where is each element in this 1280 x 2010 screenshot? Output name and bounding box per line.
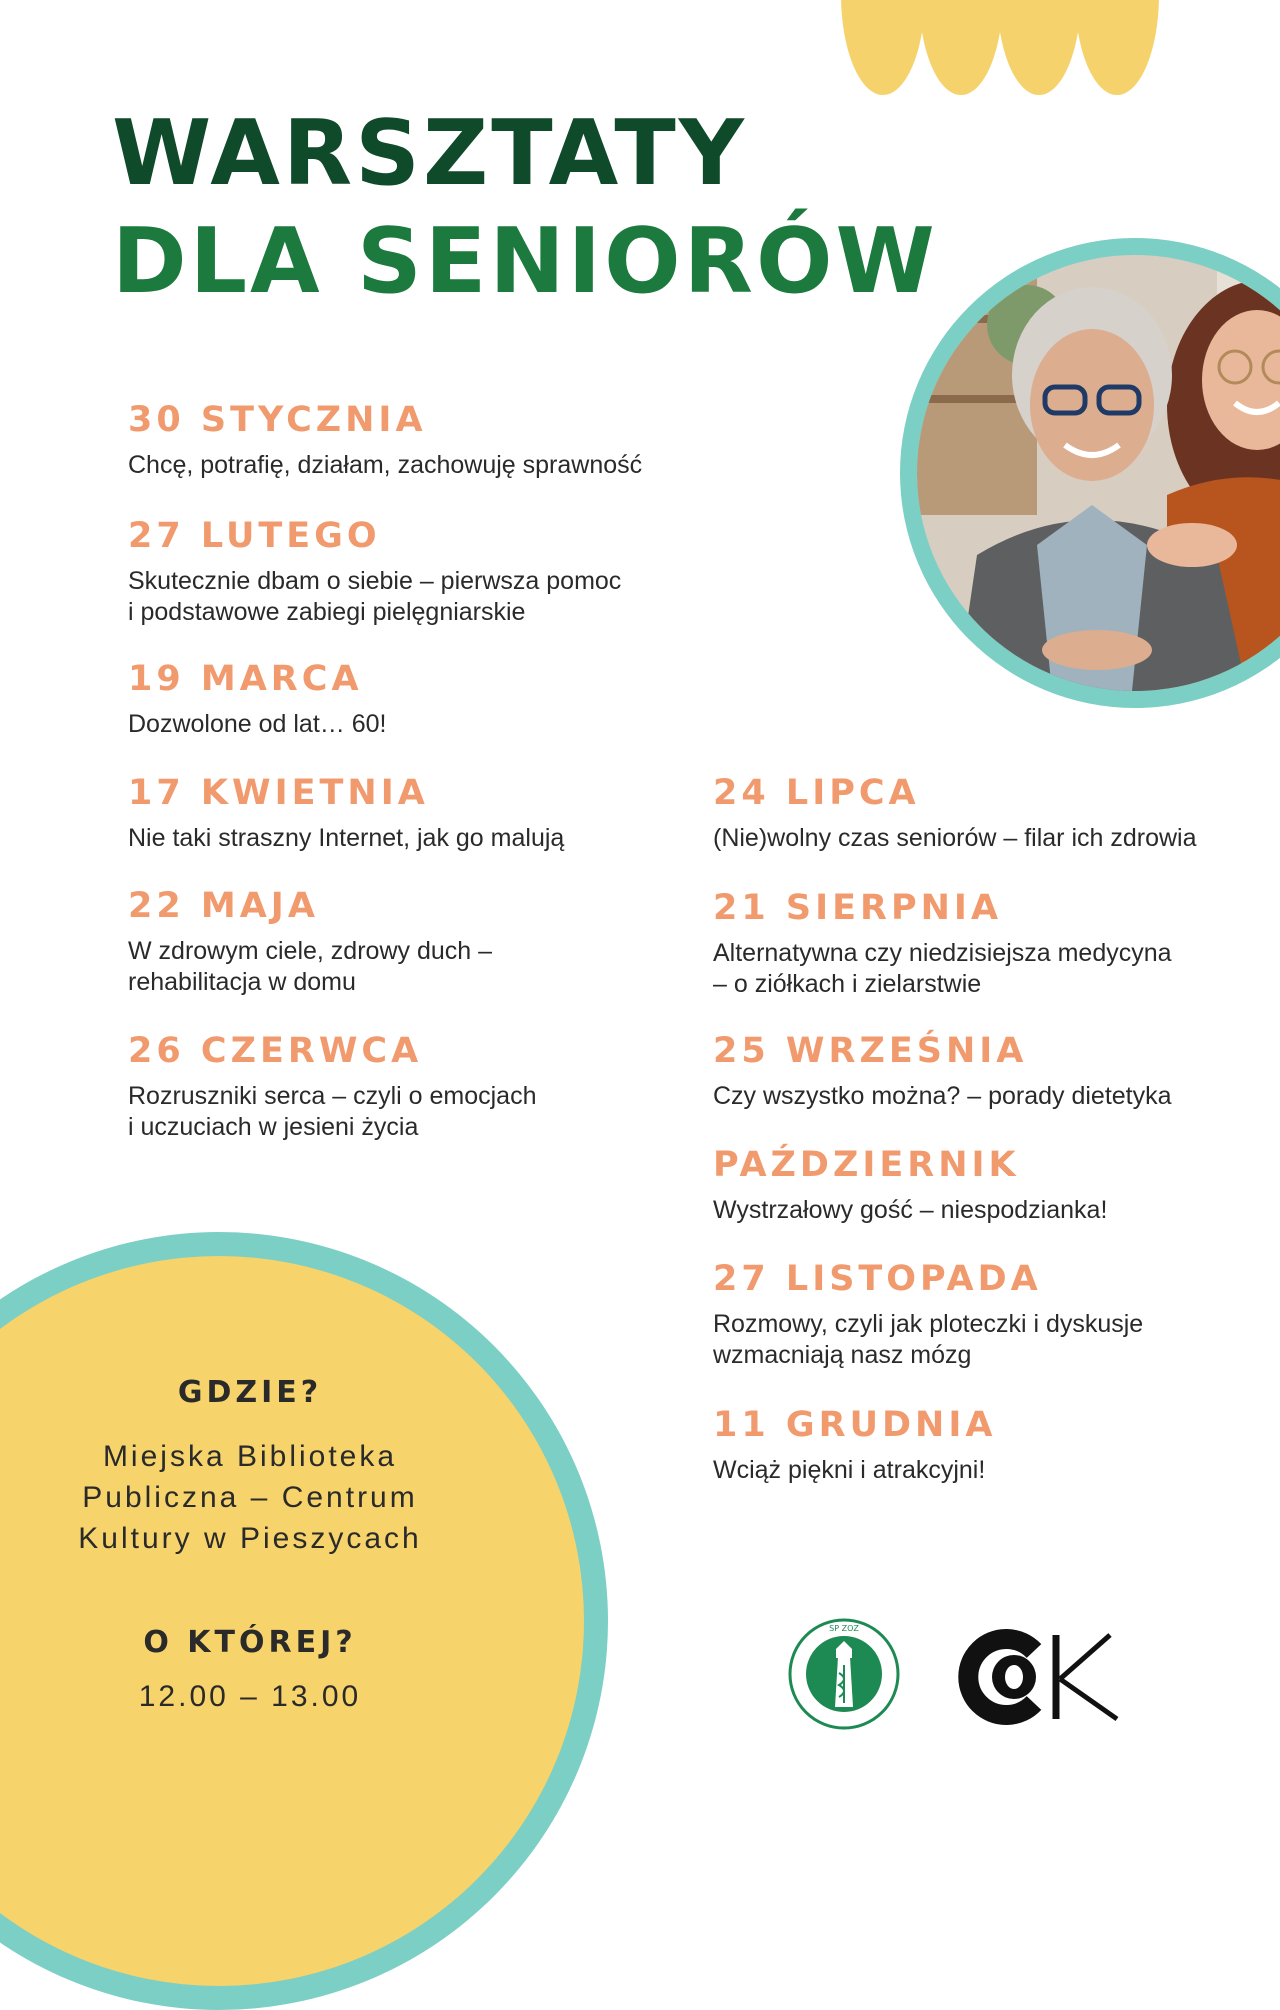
event-date: 19 MARCA xyxy=(128,659,363,699)
event-description: Wystrzałowy gość – niespodzianka! xyxy=(713,1196,1108,1224)
event-item xyxy=(713,771,1273,854)
event-date: 27 LISTOPADA xyxy=(713,1259,1042,1299)
when-block xyxy=(40,1625,460,1660)
event-description: Skutecznie dbam o siebie – pierwsza pomoc i podstawowe zabiegi pielęgniarskie xyxy=(128,567,622,626)
event-date: 11 GRUDNIA xyxy=(713,1405,997,1445)
event-date: 27 LUTEGO xyxy=(128,516,381,556)
event-item xyxy=(128,1029,688,1143)
event-description: Chcę, potrafię, działam, zachowuję sprawność xyxy=(128,451,643,479)
event-item xyxy=(128,884,688,998)
event-item xyxy=(128,398,688,481)
event-item xyxy=(713,1143,1273,1226)
when-value-block xyxy=(40,1676,460,1717)
event-item xyxy=(128,514,688,628)
clinic-logo-text: SP ZOZ xyxy=(829,1624,859,1633)
event-description: Dozwolone od lat… 60! xyxy=(128,710,387,738)
clinic-logo xyxy=(787,1617,901,1731)
where-block xyxy=(40,1375,460,1410)
event-item xyxy=(713,1257,1273,1371)
page-title xyxy=(112,100,938,316)
event-item xyxy=(128,771,688,854)
when-label: O KTÓREJ? xyxy=(143,1625,357,1660)
where-value-block xyxy=(40,1436,460,1559)
culture-center-logo xyxy=(952,1629,1142,1725)
event-description: Alternatywna czy niedzisiejsza medycyna – o ziółkach i zielarstwie xyxy=(713,939,1172,998)
event-date: 21 SIERPNIA xyxy=(713,888,1003,928)
when-value: 12.00 – 13.00 xyxy=(138,1680,362,1713)
event-description: Rozmowy, czyli jak ploteczki i dyskusje wzmacniają nasz mózg xyxy=(713,1310,1144,1369)
event-description: (Nie)wolny czas seniorów – filar ich zdrowia xyxy=(713,824,1197,852)
event-item xyxy=(128,657,688,740)
event-date: 17 KWIETNIA xyxy=(128,773,429,813)
event-item xyxy=(713,1403,1273,1486)
event-date: 22 MAJA xyxy=(128,886,319,926)
event-date: 30 STYCZNIA xyxy=(128,400,427,440)
event-description: Czy wszystko można? – porady dietetyka xyxy=(713,1082,1172,1110)
event-date: 24 LIPCA xyxy=(713,773,920,813)
event-date: 25 WRZEŚNIA xyxy=(713,1031,1028,1071)
event-description: Rozruszniki serca – czyli o emocjach i uczuciach w jesieni życia xyxy=(128,1082,537,1141)
title-line-2: DLA SENIORÓW xyxy=(112,209,938,314)
event-description: W zdrowym ciele, zdrowy duch – rehabilitacja w domu xyxy=(128,937,493,996)
title-line-1: WARSZTATY xyxy=(112,101,747,206)
event-description: Wciąż piękni i atrakcyjni! xyxy=(713,1456,986,1484)
event-item xyxy=(713,886,1273,1000)
event-description: Nie taki straszny Internet, jak go malują xyxy=(128,824,565,852)
where-value: Miejska Biblioteka Publiczna – Centrum Kultury w Pieszycach xyxy=(78,1440,422,1555)
event-item xyxy=(713,1029,1273,1112)
where-label: GDZIE? xyxy=(177,1375,323,1410)
event-date: 26 CZERWCA xyxy=(128,1031,423,1071)
decorative-arches xyxy=(0,0,1280,100)
event-date: PAŹDZIERNIK xyxy=(713,1145,1020,1185)
